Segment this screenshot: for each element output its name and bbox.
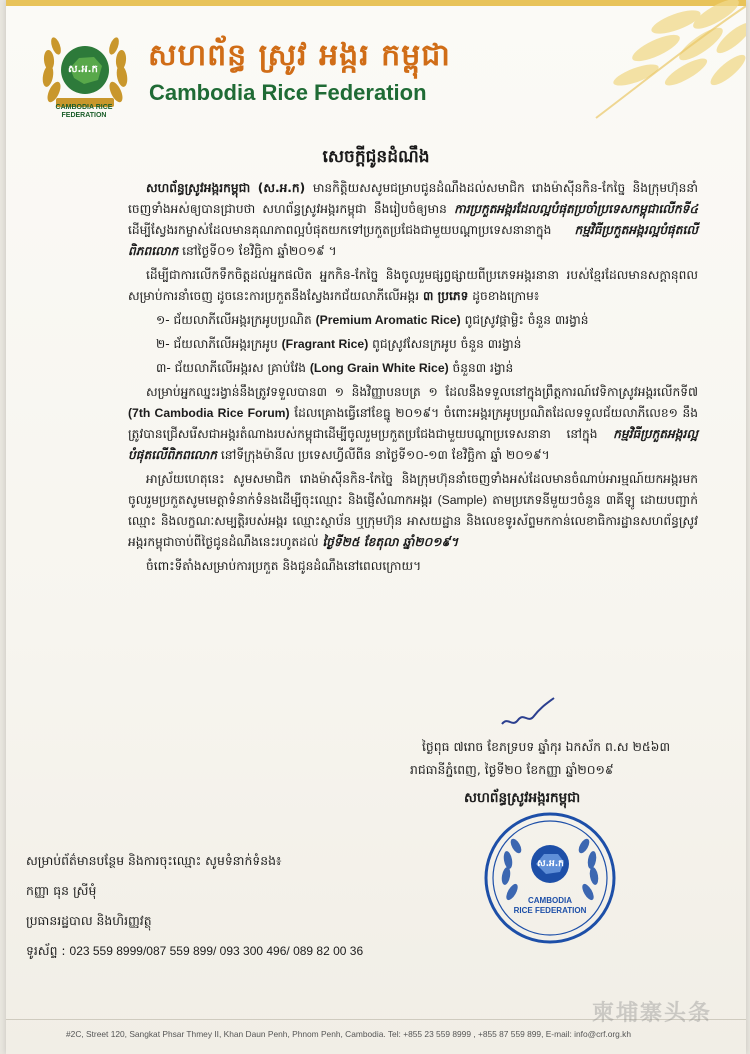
page-title: សេចក្តីជូនដំណឹង <box>322 147 430 167</box>
paragraph-text: ដែលគ្រោងធ្វើនៅខែធ្នូ ២០១៩។ ចំពោះអង្ករក្រអូបប្រណិតដែលទទួលជ័យលាភីលេខ១ នឹងត្រូវបានជ្រើសរើសជាអង្ករតំណាងរបស់កម្ពុជាដើម្បីចូលរួមប្រកួតប្រជែងជាមួយបណ្តាប្រទេសនានា នៅក្នុង <box>128 406 698 441</box>
paragraph-registration <box>128 469 698 553</box>
paragraph-text: អាស្រ័យហេតុនេះ សូមសមាជិក រោងម៉ាស៊ីនកិន-កែច្នៃ និងក្រុមហ៊ុននាំចេញទាំងអស់ដែលមានចំណាប់អារម្មណ៍យកអង្ករមកចូលរួមប្រកួតសូមមេត្តាទំនាក់ទំនងដើម្បីចុះឈ្មោះ និងផ្ញើសំណាកអង្ករ <box>128 472 698 507</box>
list-text: ជ័យលាភីលើអង្ករស គ្រាប់វែង <box>170 361 310 375</box>
closing-line: ចំពោះទីតាំងសម្រាប់ការប្រកួត និងជូនដំណឹងនៅពេលក្រោយ។ <box>146 559 422 573</box>
contact-intro: សម្រាប់ព័ត៌មានបន្ថែម និងការចុះឈ្មោះ សូមទំនាក់ទំនង៖ <box>26 853 282 868</box>
paragraph-announcement <box>128 178 698 262</box>
world-contest-name: កម្មវិធីប្រកួតអង្ករល្អបំផុតលើពិភពលោក <box>128 223 698 258</box>
org-name-khmer: សហព័ន្ធ ស្រូវ អង្ករ កម្ពុជា <box>148 38 451 73</box>
stamp-text-line2: RICE FEDERATION <box>513 906 587 915</box>
list-number: ១- <box>156 313 170 327</box>
paragraph-text: មានកិត្តិយសសូមជម្រាបជូនដំណឹងដល់សមាជិក រោងម៉ាស៊ីនកិន-កែច្នៃ និងក្រុមហ៊ុននាំចេញទាំងអស់ឲ្យបានជ្រាបថា សហព័ន្ធស្រូវអង្ករកម្ពុជា នឹងរៀបចំឲ្យមាន <box>128 181 698 216</box>
deadline: ថ្ងៃទី២៥ ខែតុលា ឆ្នាំ២០១៩។ <box>322 535 459 549</box>
paragraph-categories <box>128 265 698 307</box>
date-gregorian: រាជធានីភ្នំពេញ, ថ្ងៃទី២០ ខែកញ្ញា ឆ្នាំ២០១៩ <box>410 762 614 777</box>
contact-block <box>26 846 486 966</box>
list-english: (Long Grain White Rice) <box>309 361 449 375</box>
contact-name: កញ្ញា ធុន ស្រីមុំ <box>26 883 97 898</box>
letter-body <box>128 178 698 577</box>
list-item <box>156 334 698 355</box>
list-text: ចំនួន៣ រង្វាន់ <box>448 361 514 375</box>
org-abbreviation: (ស.អ.ក) <box>250 181 313 195</box>
list-item <box>156 358 698 379</box>
sample-label: (Sample) <box>437 493 488 507</box>
paragraph-text: នៅទីក្រុងម៉ានីល ប្រទេសហ្វីលីពីន នាថ្ងៃទី១០-១៣ ខែវិច្ឆិកា ឆ្នាំ ២០១៩។ <box>216 448 550 462</box>
org-name-english: Cambodia Rice Federation <box>149 80 427 105</box>
paragraph-text: ដើម្បីជាការលើកទឹកចិត្តដល់អ្នកផលិត អ្នកកិន-កែច្នៃ និងចូលរួមផ្សព្វផ្សាយពីប្រភេទអង្ករនានា របស់ខ្មែរដែលមានសក្តានុពលសម្រាប់ការនាំចេញ ដូចនេះការប្រកួតនឹងស្វែងរកជ័យលាភីលើអង្ករ <box>128 268 698 303</box>
paragraph-text: សម្រាប់អ្នកឈ្នះរង្វាន់នឹងត្រូវទទួលបាន៣ ១ និងវិញ្ញាបនបត្រ ១ ដែលនឹងទទួលនៅក្នុងព្រឹត្តការណ៍វេទិកាស្រូវអង្ករលើកទី៧ <box>146 385 698 399</box>
letter-page <box>6 0 746 1054</box>
paragraph-text: ដូចខាងក្រោម៖ <box>468 289 540 303</box>
phone-numbers: 023 559 8999/087 559 899/ 093 300 496/ 089 82 00 36 <box>69 944 364 958</box>
signature-org-name: សហព័ន្ធស្រូវអង្ករកម្ពុជា <box>464 790 581 806</box>
list-english: (Premium Aromatic Rice) <box>315 313 461 327</box>
contest-name: ការប្រកួតអង្ករដែលល្អបំផុតប្រចាំប្រទេសកម្ពុជាលើកទី៤ <box>454 202 698 216</box>
forum-name: (7th Cambodia Rice Forum) <box>128 406 290 420</box>
handwritten-signature-icon <box>498 694 558 734</box>
logo-caption: CAMBODIA RICE FEDERATION <box>55 104 113 119</box>
official-stamp-icon <box>480 810 620 946</box>
watermark: 柬埔寨头条 <box>592 1001 713 1026</box>
org-name-inline: សហព័ន្ធស្រូវអង្ករកម្ពុជា <box>146 181 251 195</box>
paragraph-text: នៅថ្ងៃទី០១ ខែវិច្ឆិកា ឆ្នាំ២០១៩ ។ <box>178 244 337 258</box>
list-text: ពូជស្រូវផ្កាម្លិះ ចំនួន ៣រង្វាន់ <box>460 313 589 327</box>
date-lunar: ថ្ងៃពុធ ៧រោច ខែភទ្របទ ឆ្នាំកុរ ឯកស័ក ព.ស ២៥៦៣ <box>422 739 671 754</box>
footer-address: #2C, Street 120, Sangkat Phsar Thmey II, Khan Daun Penh, Phnom Penh, Cambodia. Tel: +855 23 559 8999 , +855 87 559 899, E-mail: info@crf.org.kh <box>66 1029 632 1039</box>
list-text: ពូជស្រូវសែនក្រអូប ចំនួន ៣រង្វាន់ <box>368 337 522 351</box>
stamp-text-line1: CAMBODIA <box>528 896 572 905</box>
category-count: ៣ ប្រភេទ <box>423 289 469 303</box>
list-number: ២- <box>156 337 170 351</box>
list-english: (Fragrant Rice) <box>281 337 369 351</box>
world-contest-name: កម្មវិធីប្រកួតអង្ករល្អបំផុតលើពិភពលោក <box>128 427 698 462</box>
stamp-initials: ស.អ.ក <box>537 859 564 869</box>
list-text: ជ័យលាភីលើអង្ករក្រអូបប្រណិត <box>169 313 316 327</box>
paragraph-prizes <box>128 382 698 466</box>
contact-role: ប្រធានរដ្ឋបាល និងហិរញ្ញវត្ថុ <box>26 913 152 928</box>
contact-phone-row <box>26 936 486 966</box>
phone-label: ទូរស័ព្ទ : <box>26 943 66 958</box>
paragraph-text: ដើម្បីស្វែងរកម្ចាស់ដែលមានគុណភាពល្អបំផុតយកទៅប្រកួតប្រជែងជាមួយបណ្តាប្រទេសនានាក្នុង <box>128 223 575 237</box>
paragraph-text: តាមប្រភេទនីមួយៗចំនួន ៣គីឡូ ដោយបញ្ជាក់ឈ្មោះ និងលក្ខណៈសម្បត្តិរបស់អង្ករ ឈ្មោះស្ថាប័ន ឬក្រុមហ៊ុន អាសយដ្ឋាន និងលេខទូរស័ព្ទមកកាន់លេខាធិការដ្ឋានសហព័ន្ធស្រូវអង្ករកម្ពុជាចាប់ពីថ្ងៃជូនដំណឹងនេះរហូតដល់ <box>128 493 699 549</box>
list-item <box>156 310 698 331</box>
logo-initials: ស.អ.ក <box>68 64 98 75</box>
list-text: ជ័យលាភីលើអង្ករក្រអូប <box>169 337 282 351</box>
wheat-decoration-icon <box>556 0 746 120</box>
list-number: ៣- <box>156 361 171 375</box>
